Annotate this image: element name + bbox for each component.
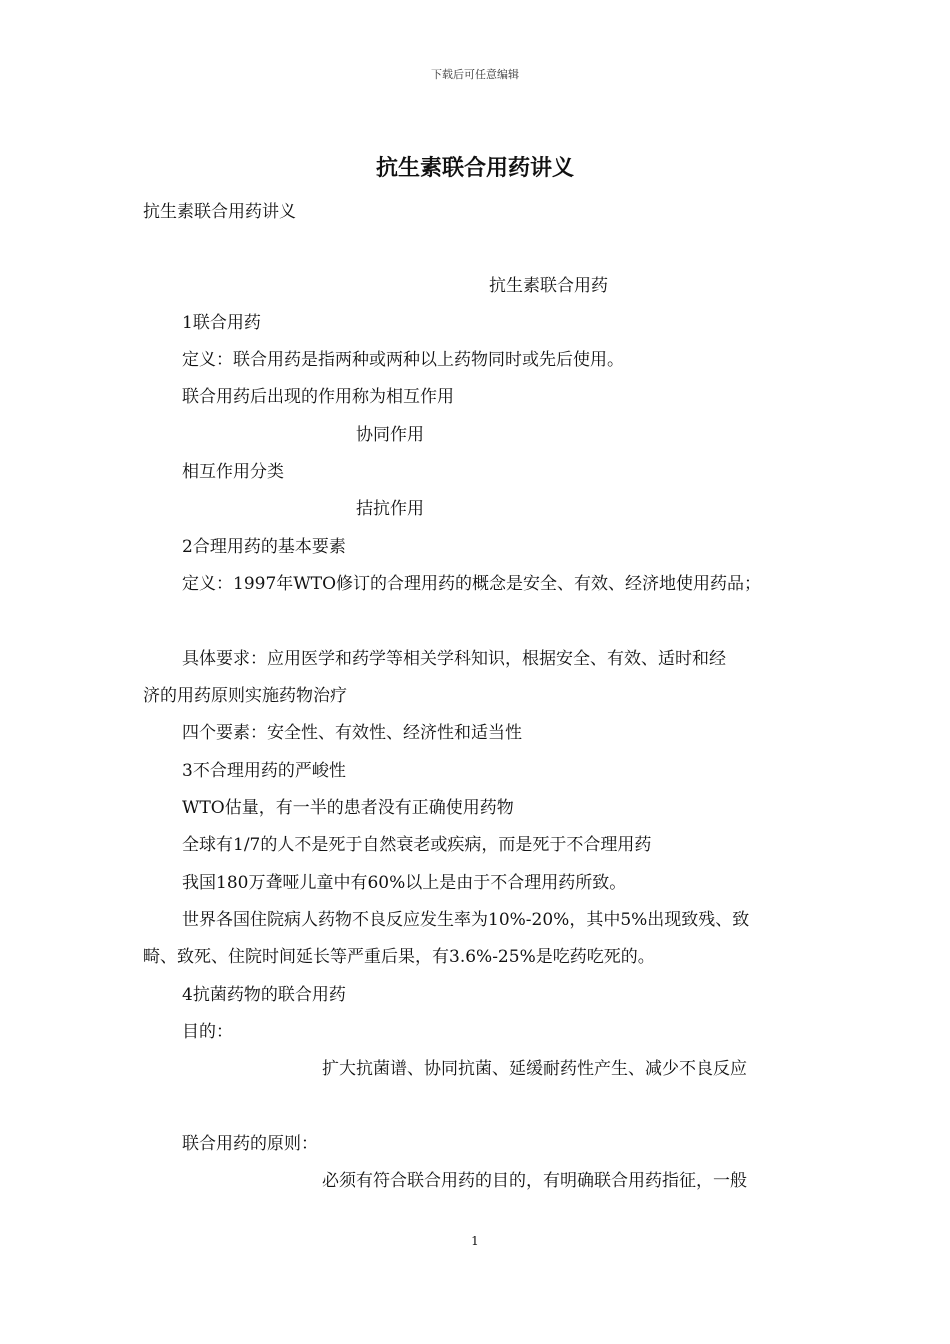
- body-line: 协同作用: [356, 425, 424, 445]
- body-line: 相互作用分类: [182, 462, 284, 482]
- body-line: 济的用药原则实施药物治疗: [143, 686, 347, 706]
- body-line: 联合用药后出现的作用称为相互作用: [182, 387, 454, 407]
- body-line: 必须有符合联合用药的目的，有明确联合用药指征，一般: [322, 1171, 747, 1191]
- body-line: 我国180万聋哑儿童中有60%以上是由于不合理用药所致。: [182, 873, 627, 893]
- body-line: 联合用药的原则：: [182, 1134, 318, 1154]
- body-line: 3不合理用药的严峻性: [182, 761, 346, 781]
- body-line: 目的：: [182, 1022, 233, 1042]
- document-title: 抗生素联合用药讲义: [375, 156, 574, 181]
- body-line: 畸、致死、住院时间延长等严重后果，有3.6%-25%是吃药吃死的。: [143, 947, 655, 967]
- body-line: 定义：1997年WTO修订的合理用药的概念是安全、有效、经济地使用药品；: [182, 574, 762, 594]
- body-line: 定义：联合用药是指两种或两种以上药物同时或先后使用。: [182, 350, 624, 370]
- body-line: 1联合用药: [182, 313, 261, 333]
- body-line: WTO估量，有一半的患者没有正确使用药物: [182, 798, 514, 818]
- page-header-note: 下载后可任意编辑: [431, 68, 519, 81]
- body-line: 世界各国住院病人药物不良反应发生率为10%-20%，其中5%出现致残、致: [182, 910, 750, 930]
- body-line: 全球有1/7的人不是死于自然衰老或疾病，而是死于不合理用药: [182, 835, 652, 855]
- subtitle-line: 抗生素联合用药讲义: [143, 202, 296, 222]
- section-heading: 抗生素联合用药: [489, 276, 608, 296]
- body-line: 2合理用药的基本要素: [182, 537, 346, 557]
- body-line: 扩大抗菌谱、协同抗菌、延缓耐药性产生、减少不良反应: [322, 1059, 747, 1079]
- body-line: 四个要素：安全性、有效性、经济性和适当性: [182, 723, 522, 743]
- body-line: 拮抗作用: [356, 499, 424, 519]
- body-line: 具体要求：应用医学和药学等相关学科知识，根据安全、有效、适时和经: [182, 649, 726, 669]
- page-number: 1: [471, 1234, 479, 1248]
- body-line: 4抗菌药物的联合用药: [182, 985, 346, 1005]
